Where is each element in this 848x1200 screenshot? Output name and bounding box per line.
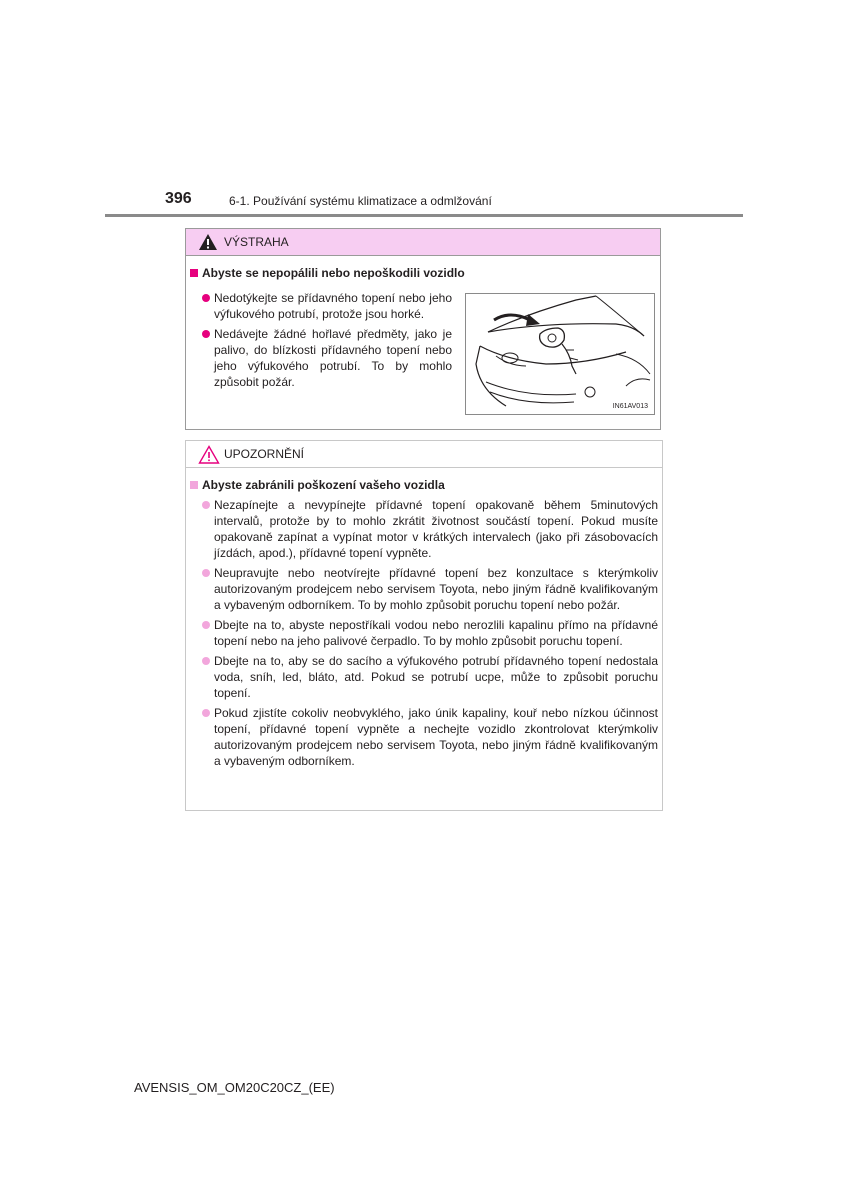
header-rule xyxy=(105,214,743,217)
bullet-dot-icon xyxy=(202,501,210,509)
heater-illustration xyxy=(465,293,655,415)
bullet-dot-icon xyxy=(202,621,210,629)
list-item xyxy=(202,326,452,390)
list-item xyxy=(202,290,452,322)
bullet-dot-icon xyxy=(202,709,210,717)
warning-subheading-text: Abyste se nepopálili nebo nepoškodili vozidlo xyxy=(202,266,465,280)
section-title: 6-1. Používání systému klimatizace a odmlžování xyxy=(229,194,492,208)
caution-subheading-text: Abyste zabránili poškození vašeho vozidla xyxy=(202,478,445,492)
list-item xyxy=(202,497,658,561)
warning-header xyxy=(186,229,660,256)
bullet-text: Neupravujte nebo neotvírejte přídavné topení bez konzultace s kterýmkoliv autorizovaným prodejcem nebo servisem Toyota, nebo jiným řádně kvalifikovaným a vybaveným odborníkem. To by mohlo způsobit poruchu topení nebo požár. xyxy=(214,566,658,612)
list-item xyxy=(202,705,658,769)
square-bullet-icon xyxy=(190,481,198,489)
caution-triangle-icon xyxy=(198,445,220,464)
figure-code: IN61AV013 xyxy=(612,403,648,410)
square-bullet-icon xyxy=(190,269,198,277)
bullet-text: Dbejte na to, abyste nepostříkali vodou nebo nerozlili kapalinu přímo na přídavné topení nebo na jeho palivové čerpadlo. To by mohlo způsobit poruchu topení. xyxy=(214,618,658,648)
page-number: 396 xyxy=(165,190,192,207)
caution-title: UPOZORNĚNÍ xyxy=(224,447,305,461)
bullet-dot-icon xyxy=(202,657,210,665)
warning-bullet-list xyxy=(202,290,452,394)
bullet-text: Pokud zjistíte cokoliv neobvyklého, jako únik kapaliny, kouř nebo nízkou účinnost topení, přídavné topení vypněte a nechejte vozidlo zkontrolovat kterýmkoliv autorizovaným prodejcem nebo servisem Toyota, nebo jiným řádně kvalifikovaným a vybaveným odborníkem. xyxy=(214,706,658,768)
bullet-text: Dbejte na to, aby se do sacího a výfukového potrubí přídavného topení nedostala voda, sníh, led, bláto, atd. Pokud se potrubí ucpe, může to způsobit poruchu topení. xyxy=(214,654,658,700)
warning-subheading xyxy=(190,266,465,280)
car-front-drawing xyxy=(466,294,654,414)
bullet-text: Nezapínejte a nevypínejte přídavné topení opakovaně během 5minutových intervalů, protože by to mohlo zkrátit životnost součástí topení. Pokud musíte opakovaně zapínat a vypínat motor v krátkých intervalech (jako při zásobovacích jízdách, apod.), přídavné topení vypněte. xyxy=(214,498,658,560)
list-item xyxy=(202,565,658,613)
caution-box xyxy=(185,440,663,811)
bullet-dot-icon xyxy=(202,294,210,302)
bullet-dot-icon xyxy=(202,330,210,338)
document-code: AVENSIS_OM_OM20C20CZ_(EE) xyxy=(134,1080,335,1095)
warning-box xyxy=(185,228,661,430)
bullet-dot-icon xyxy=(202,569,210,577)
warning-title: VÝSTRAHA xyxy=(224,235,289,249)
bullet-text: Nedotýkejte se přídavného topení nebo jeho výfukového potrubí, protože jsou horké. xyxy=(214,291,452,321)
list-item xyxy=(202,617,658,649)
caution-subheading xyxy=(190,478,445,492)
caution-bullet-list xyxy=(202,497,658,773)
list-item xyxy=(202,653,658,701)
caution-header xyxy=(186,441,662,468)
bullet-text: Nedávejte žádné hořlavé předměty, jako je palivo, do blízkosti přídavného topení nebo jeho výfukového potrubí. To by mohlo způsobit požár. xyxy=(214,327,452,389)
warning-triangle-icon xyxy=(198,233,218,251)
